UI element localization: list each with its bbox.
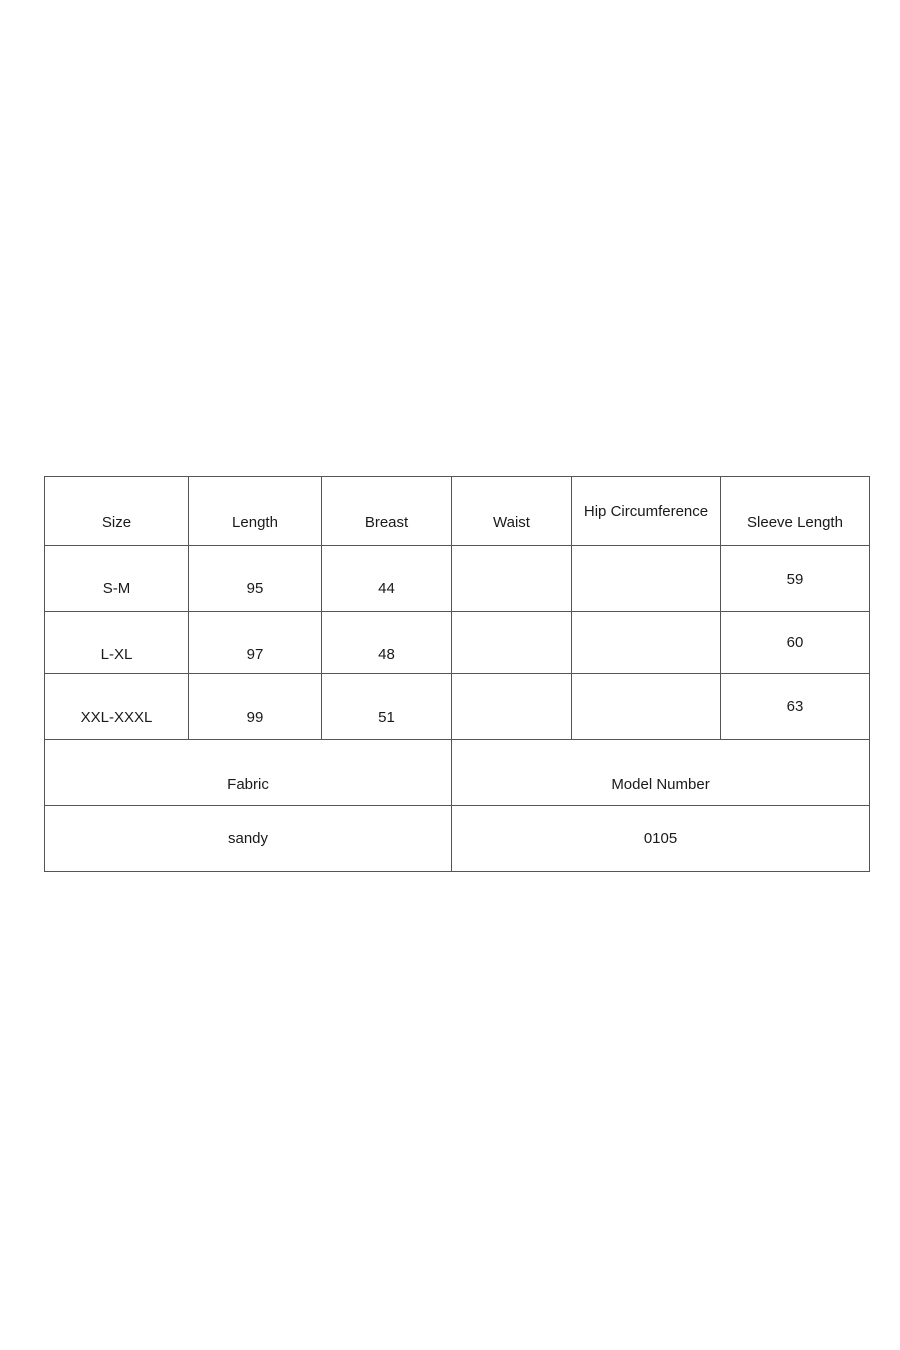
table-row xyxy=(45,612,870,674)
header-cell-length: Length xyxy=(189,477,322,546)
cell-size: XXL-XXXL xyxy=(45,674,189,740)
header-cell-waist: Waist xyxy=(452,477,572,546)
header-cell-breast: Breast xyxy=(322,477,452,546)
cell-length: 95 xyxy=(189,546,322,612)
info-header-row xyxy=(45,740,870,806)
cell-waist xyxy=(452,612,572,674)
table-row xyxy=(45,674,870,740)
header-cell-model-number: Model Number xyxy=(452,740,870,806)
cell-waist xyxy=(452,674,572,740)
cell-size: S-M xyxy=(45,546,189,612)
table-row xyxy=(45,546,870,612)
header-cell-sleeve-length: Sleeve Length xyxy=(721,477,870,546)
info-value-row xyxy=(45,806,870,872)
header-cell-size: Size xyxy=(45,477,189,546)
cell-breast: 48 xyxy=(322,612,452,674)
cell-hip xyxy=(572,674,721,740)
cell-breast: 51 xyxy=(322,674,452,740)
cell-hip xyxy=(572,612,721,674)
cell-fabric: sandy xyxy=(45,806,452,872)
header-cell-hip-circumference: Hip Circumference xyxy=(572,477,721,546)
cell-waist xyxy=(452,546,572,612)
cell-size: L-XL xyxy=(45,612,189,674)
cell-length: 99 xyxy=(189,674,322,740)
table-header-row xyxy=(45,477,870,546)
cell-length: 97 xyxy=(189,612,322,674)
cell-sleeve: 63 xyxy=(721,674,870,740)
size-chart-table xyxy=(44,476,870,872)
cell-sleeve: 59 xyxy=(721,546,870,612)
cell-breast: 44 xyxy=(322,546,452,612)
header-cell-fabric: Fabric xyxy=(45,740,452,806)
cell-sleeve: 60 xyxy=(721,612,870,674)
cell-model-number: 0105 xyxy=(452,806,870,872)
cell-hip xyxy=(572,546,721,612)
